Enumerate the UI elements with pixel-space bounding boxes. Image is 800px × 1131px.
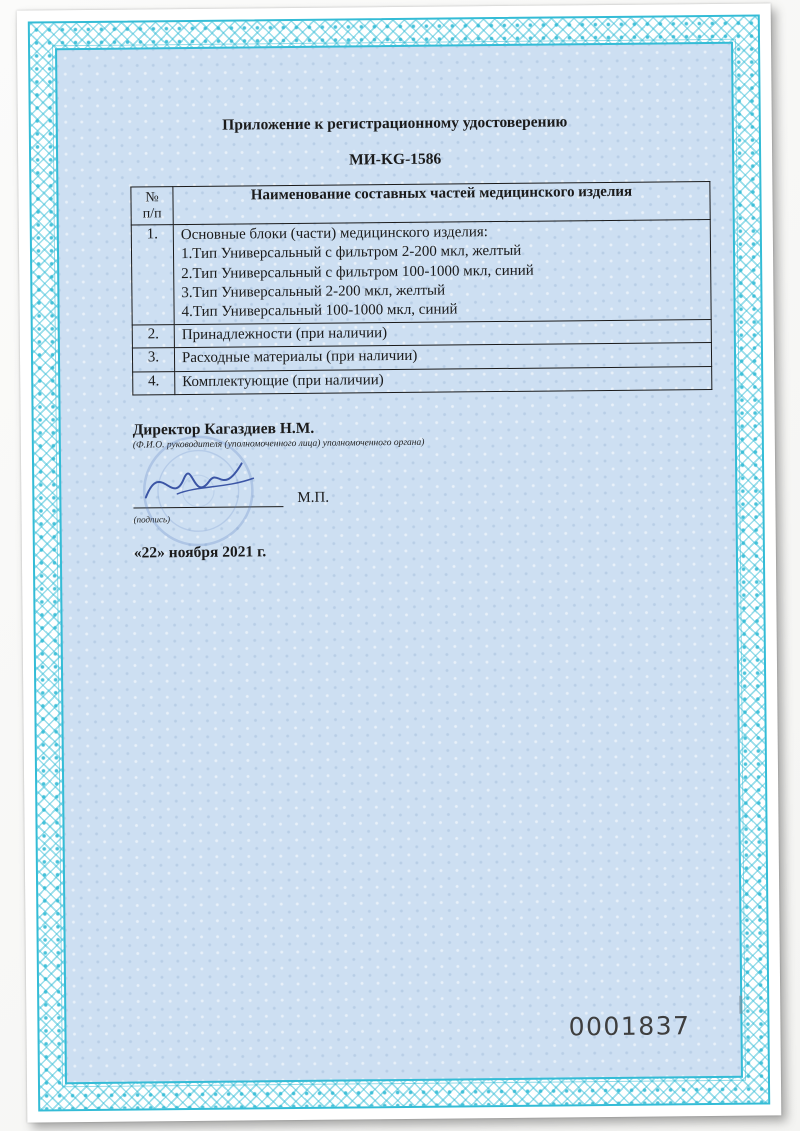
row-line: 4.Тип Универсальный 100-1000 мкл, синий [181,301,458,321]
row-number: 1. [131,225,174,325]
date-line: «22» ноября 2021 г. [133,542,267,562]
column-header-num-line2: п/п [142,206,162,222]
row-number: 4. [133,371,175,395]
document-paper [55,42,743,1084]
column-header-num-line1: № [145,190,159,206]
row-line: 2.Тип Универсальный с фильтром 100-1000 мкл, синий [181,262,534,282]
row-line: Принадлежности (при наличии) [181,325,388,344]
row-line: Основные блоки (части) медицинского изделия: [180,224,488,244]
row-line: 3.Тип Универсальный 2-200 мкл, желтый [181,282,446,301]
sign-area [133,484,735,512]
document-page [17,3,782,1122]
stamp-place-label: М.П. [297,489,330,506]
scan-edge-artifact [739,996,742,1014]
row-line: Расходные материалы (при наличии) [181,348,418,367]
row-number: 3. [132,348,174,372]
row-line: Комплектующие (при наличии) [182,371,384,390]
row-content [175,366,712,394]
document-content [57,44,741,1082]
column-header-name: Наименование составных частей медицинского изделия [173,181,710,224]
ornamental-border [28,15,770,1112]
row-content [173,220,711,325]
director-line: Директор Кагаздиев Н.М. [132,419,315,439]
table-header-row [131,181,710,225]
row-line: 1.Тип Универсальный с фильтром 2-200 мкл, желтый [180,243,522,263]
table-row [131,220,711,325]
signature-block [133,415,736,562]
signature-line [133,490,283,508]
components-table [130,181,712,395]
table-row [133,366,712,395]
fio-note: (Ф.И.О. руководителя (уполномоченного лица) уполномоченного органа) [132,437,425,451]
document-title: Приложение к регистрационному удостоверению [222,113,568,134]
column-header-num [131,187,173,226]
document-number: МИ-KG-1586 [348,150,442,169]
serial-number: 0001837 [568,1011,691,1042]
sign-note: (подпись) [133,513,171,525]
row-number: 2. [132,325,174,349]
